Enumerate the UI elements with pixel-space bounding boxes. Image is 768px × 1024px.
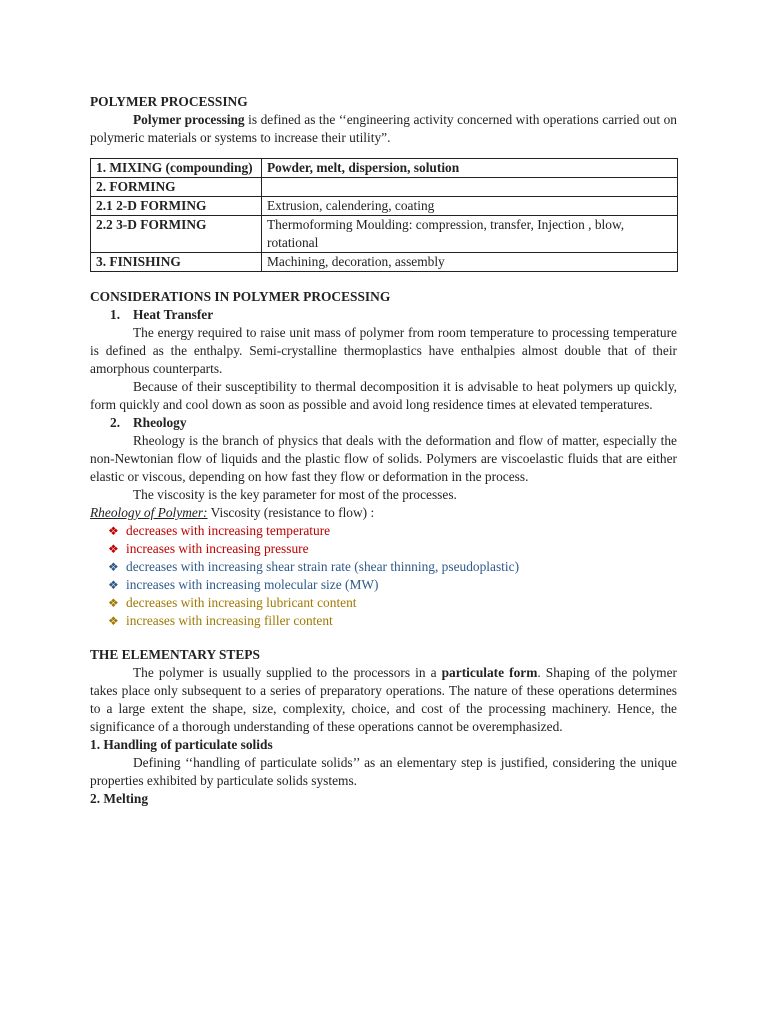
list-item bbox=[108, 612, 677, 630]
subheading-number: 2. bbox=[110, 415, 121, 430]
subheading-heat-transfer bbox=[90, 306, 677, 324]
rheology-of-polymer-text: Viscosity (resistance to flow) : bbox=[207, 505, 375, 520]
table-cell-methods: Powder, melt, dispersion, solution bbox=[262, 159, 678, 178]
table-cell-step: 2.2 3-D FORMING bbox=[91, 216, 262, 253]
table-cell-step: 2.1 2-D FORMING bbox=[91, 197, 262, 216]
table-cell-step: 3. FINISHING bbox=[91, 253, 262, 272]
bullet-text: increases with increasing pressure bbox=[126, 541, 309, 556]
table-cell-methods bbox=[262, 178, 678, 197]
table-row bbox=[91, 197, 678, 216]
subheading-label: Heat Transfer bbox=[133, 307, 214, 322]
bullet-text: decreases with increasing lubricant content bbox=[126, 595, 357, 610]
handling-paragraph: Defining ‘‘handling of particulate solids’’ as an elementary step is justified, considering the unique properties exhibited by particulate solids systems. bbox=[90, 755, 677, 788]
table-row bbox=[91, 178, 678, 197]
processing-table bbox=[90, 158, 678, 272]
rheology-of-polymer-line bbox=[90, 504, 677, 522]
definition-text: is defined as the ‘‘engineering activity concerned with operations carried out on polymeric materials or systems to increase their utility”. bbox=[90, 112, 677, 145]
heat-transfer-paragraph-2: Because of their susceptibility to thermal decomposition it is advisable to heat polymers up quickly, form quickly and cool down as soon as possible and avoid long residence times at elevated temperatures. bbox=[90, 379, 677, 412]
considerations-heading: CONSIDERATIONS IN POLYMER PROCESSING bbox=[90, 289, 391, 304]
rheology-paragraph-2: The viscosity is the key parameter for most of the processes. bbox=[133, 487, 457, 502]
rheology-paragraph-1: Rheology is the branch of physics that deals with the deformation and flow of matter, especially the non-Newtonian flow of liquids and the plastic flow of solids. Polymers are viscoelastic fluids that are either elastic or viscous, depending on how fast they flow or deformation in the process. bbox=[90, 433, 677, 484]
table-row bbox=[91, 216, 678, 253]
subheading-rheology bbox=[90, 414, 677, 432]
bullet-text: decreases with increasing shear strain rate (shear thinning, pseudoplastic) bbox=[126, 559, 520, 574]
elementary-paragraph bbox=[90, 664, 677, 736]
elementary-text-b: . Shaping of the polymer takes place only subsequent to a series of preparatory operations. The nature of these operations determines to a large extent the shape, size, complexity, choice, and cost of the processing machinery. Hence, the significance of a thorough understanding of these operations cannot be overemphasized. bbox=[90, 665, 677, 734]
diamond-bullet-icon: ❖ bbox=[108, 542, 119, 556]
list-item bbox=[108, 540, 677, 558]
bullet-text: increases with increasing molecular size (MW) bbox=[126, 577, 379, 592]
table-row bbox=[91, 253, 678, 272]
heat-transfer-paragraph-1: The energy required to raise unit mass of polymer from room temperature to processing temperature is defined as the enthalpy. Semi-crystalline thermoplastics have enthalpies almost double that of their amorphous counterparts. bbox=[90, 325, 677, 376]
viscosity-bullet-list bbox=[90, 522, 677, 630]
diamond-bullet-icon: ❖ bbox=[108, 560, 119, 574]
definition-term: Polymer processing bbox=[133, 112, 245, 127]
handling-heading: 1. Handling of particulate solids bbox=[90, 737, 273, 752]
table-row bbox=[91, 159, 678, 178]
bullet-text: increases with increasing filler content bbox=[126, 613, 333, 628]
diamond-bullet-icon: ❖ bbox=[108, 614, 119, 628]
document-body bbox=[90, 93, 677, 808]
table-cell-methods: Thermoforming Moulding: compression, transfer, Injection , blow, rotational bbox=[262, 216, 678, 253]
diamond-bullet-icon: ❖ bbox=[108, 596, 119, 610]
table-cell-step: 2. FORMING bbox=[91, 178, 262, 197]
definition-paragraph bbox=[90, 111, 677, 147]
list-item bbox=[108, 576, 677, 594]
list-item bbox=[108, 558, 677, 576]
table-cell-methods: Extrusion, calendering, coating bbox=[262, 197, 678, 216]
elementary-bold: particulate form bbox=[441, 665, 538, 680]
elementary-text-a: The polymer is usually supplied to the processors in a bbox=[133, 665, 442, 680]
diamond-bullet-icon: ❖ bbox=[108, 578, 119, 592]
diamond-bullet-icon: ❖ bbox=[108, 524, 119, 538]
list-item bbox=[108, 522, 677, 540]
elementary-steps-heading: THE ELEMENTARY STEPS bbox=[90, 647, 260, 662]
table-cell-step: 1. MIXING (compounding) bbox=[91, 159, 262, 178]
subheading-number: 1. bbox=[110, 307, 121, 322]
bullet-text: decreases with increasing temperature bbox=[126, 523, 331, 538]
list-item bbox=[108, 594, 677, 612]
page-title: POLYMER PROCESSING bbox=[90, 94, 248, 109]
melting-heading: 2. Melting bbox=[90, 791, 149, 806]
table-cell-methods: Machining, decoration, assembly bbox=[262, 253, 678, 272]
rheology-of-polymer-label: Rheology of Polymer: bbox=[90, 505, 208, 520]
subheading-label: Rheology bbox=[133, 415, 187, 430]
